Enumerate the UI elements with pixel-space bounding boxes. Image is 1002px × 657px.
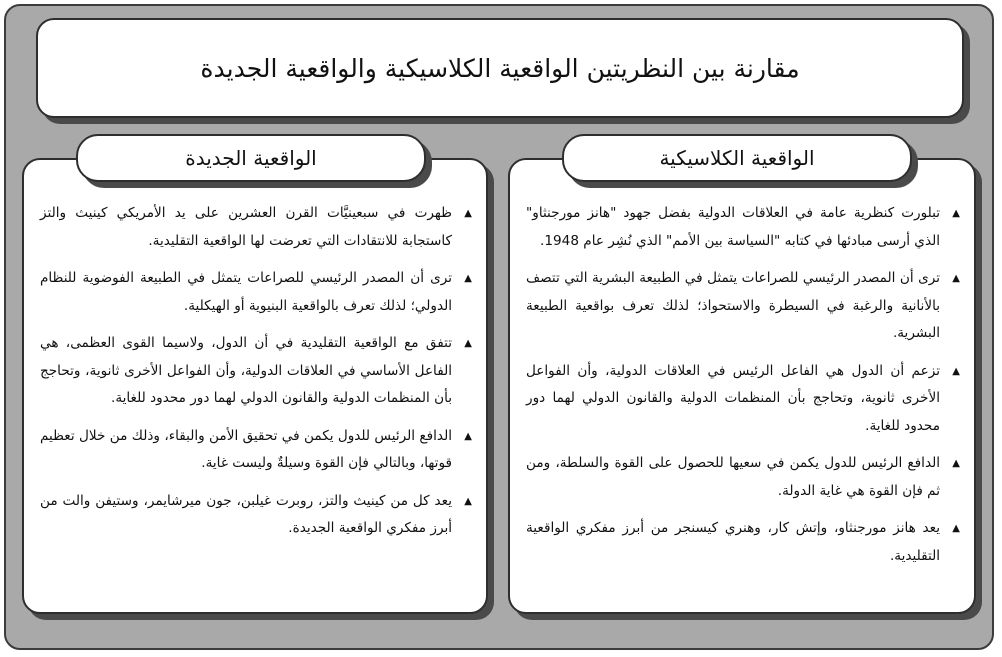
triangle-bullet-icon: ▲ (464, 430, 472, 442)
triangle-bullet-icon: ▲ (952, 208, 960, 219)
diagram-title: مقارنة بين النظريتين الواقعية الكلاسيكية والواقعية الجديدة (200, 53, 800, 83)
list-item: ▲ الدافع الرئيس للدول يكمن في سعيها للحصول على القوة والسلطة، ومن ثم فإن القوة هي غاية الدولة. (526, 450, 960, 505)
triangle-bullet-icon: ▲ (952, 273, 960, 284)
neo-realism-list (40, 200, 472, 553)
classical-realism-list (526, 200, 960, 580)
triangle-bullet-icon: ▲ (464, 273, 472, 284)
list-item: ▲ ظهرت في سبعينيَّات القرن العشرين على يد الأمريكي كينيث والتز كاستجابة للانتقادات التي تعرضت لها الواقعية التقليدية. (40, 200, 472, 255)
list-item: ▲ تتفق مع الواقعية التقليدية في أن الدول، ولاسيما القوى العظمى، هي الفاعل الأساسي في العلاقات الدولية، وأن الفواعل الأخرى ثانوية، وتحاجج بأن المنظمات الدولية والقانون الدولي لهما دور محدود للغاية. (40, 330, 472, 413)
classical-realism-panel (508, 158, 976, 614)
list-item: ▲ يعد كل من كينيث والتز، روبرت غيلبن، جون ميرشايمر، وستيفن والت من أبرز مفكري الواقعية الجديدة. (40, 488, 472, 543)
neo-realism-header: الواقعية الجديدة (76, 134, 426, 182)
list-item: ▲ ترى أن المصدر الرئيسي للصراعات يتمثل في الطبيعة الفوضوية للنظام الدولي؛ لذلك تعرف بالواقعية البنيوية أو الهيكلية. (40, 265, 472, 320)
triangle-bullet-icon: ▲ (952, 523, 960, 534)
title-box (36, 18, 964, 118)
neo-realism-panel (22, 158, 488, 614)
list-item: ▲ يعد هانز مورجنثاو، وإتش كار، وهنري كيسنجر من أبرز مفكري الواقعية التقليدية. (526, 515, 960, 570)
triangle-bullet-icon: ▲ (952, 365, 960, 377)
list-item: ▲ تبلورت كنظرية عامة في العلاقات الدولية بفضل جهود "هانز مورجنثاو" الذي أرسى مبادئها في كتابه "السياسة بين الأمم" الذي نُشِر عام 1948. (526, 200, 960, 255)
classical-realism-header: الواقعية الكلاسيكية (562, 134, 912, 182)
list-item: ▲ الدافع الرئيس للدول يكمن في تحقيق الأمن والبقاء، وذلك من خلال تعظيم قوتها، وبالتالي فإن القوة وسيلةٌ وليست غاية. (40, 423, 472, 478)
triangle-bullet-icon: ▲ (464, 495, 472, 507)
triangle-bullet-icon: ▲ (952, 458, 960, 469)
list-item: ▲ تزعم أن الدول هي الفاعل الرئيس في العلاقات الدولية، وأن الفواعل الأخرى ثانوية، وتحاجج بأن المنظمات الدولية والقانون الدولي لهما دور محدود للغاية. (526, 358, 960, 441)
triangle-bullet-icon: ▲ (464, 208, 472, 219)
triangle-bullet-icon: ▲ (464, 338, 472, 349)
list-item: ▲ ترى أن المصدر الرئيسي للصراعات يتمثل في الطبيعة البشرية التي تتصف بالأنانية والرغبة في السيطرة والاستحواذ؛ لذلك تعرف بواقعية الطبيعة البشرية. (526, 265, 960, 348)
